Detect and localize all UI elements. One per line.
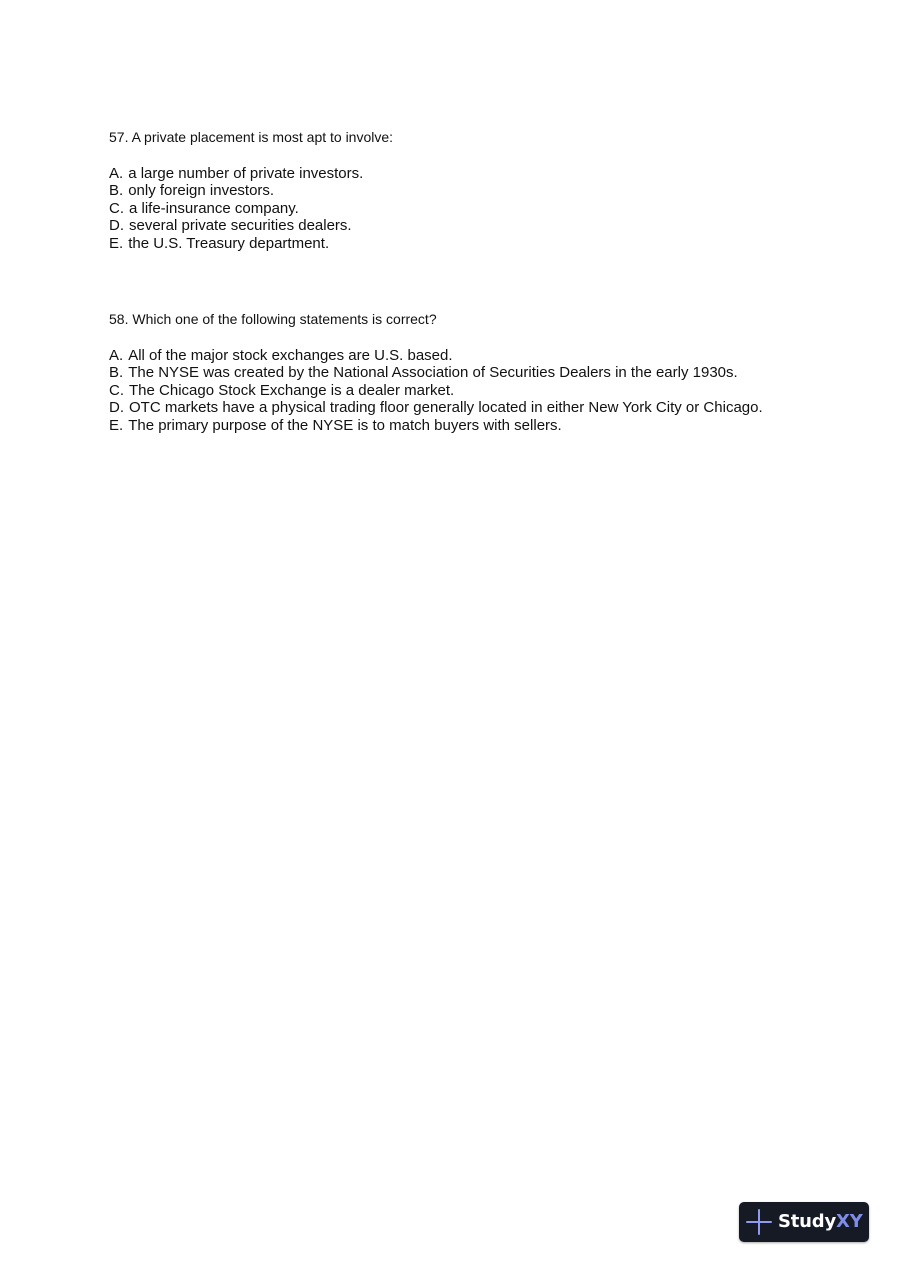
- logo-text-study: Study: [778, 1211, 837, 1232]
- option-text: a life-insurance company.: [129, 199, 299, 217]
- option-text: several private securities dealers.: [129, 217, 352, 235]
- option-letter: D.: [109, 399, 124, 417]
- option-b: [109, 182, 869, 199]
- option-a: [109, 347, 869, 364]
- answer-options: [109, 347, 869, 434]
- logo-wordmark: [778, 1202, 863, 1242]
- studyxy-logo[interactable]: [739, 1202, 869, 1242]
- option-letter: B.: [109, 364, 124, 382]
- question-stem: 58. Which one of the following statements is correct?: [109, 311, 437, 327]
- question-58: [109, 310, 869, 434]
- option-letter: A.: [109, 165, 124, 182]
- option-text: only foreign investors.: [128, 182, 275, 200]
- option-a: [109, 165, 869, 182]
- option-letter: C.: [109, 381, 124, 399]
- option-text: a large number of private investors.: [128, 165, 364, 182]
- option-letter: B.: [109, 182, 124, 200]
- question-57: [109, 128, 869, 252]
- option-letter: D.: [109, 217, 124, 235]
- option-letter: C.: [109, 199, 124, 217]
- option-d: [109, 399, 869, 416]
- option-text: The primary purpose of the NYSE is to match buyers with sellers.: [128, 416, 562, 434]
- option-d: [109, 217, 869, 234]
- option-text: The Chicago Stock Exchange is a dealer market.: [129, 381, 455, 399]
- option-letter: A.: [109, 347, 124, 364]
- option-c: [109, 382, 869, 399]
- option-text: All of the major stock exchanges are U.S. based.: [128, 347, 453, 364]
- plus-cross-icon: [746, 1209, 772, 1235]
- option-letter: E.: [109, 234, 124, 252]
- logo-text-xy: XY: [836, 1211, 863, 1232]
- option-text: OTC markets have a physical trading floor generally located in either New York City or Chicago.: [129, 399, 763, 417]
- option-text: the U.S. Treasury department.: [128, 234, 330, 252]
- option-e: [109, 417, 869, 434]
- question-stem: 57. A private placement is most apt to involve:: [109, 129, 394, 145]
- option-c: [109, 200, 869, 217]
- option-b: [109, 364, 869, 381]
- option-letter: E.: [109, 416, 124, 434]
- option-e: [109, 235, 869, 252]
- option-text: The NYSE was created by the National Association of Securities Dealers in the early 1930s.: [128, 364, 738, 382]
- answer-options: [109, 165, 869, 252]
